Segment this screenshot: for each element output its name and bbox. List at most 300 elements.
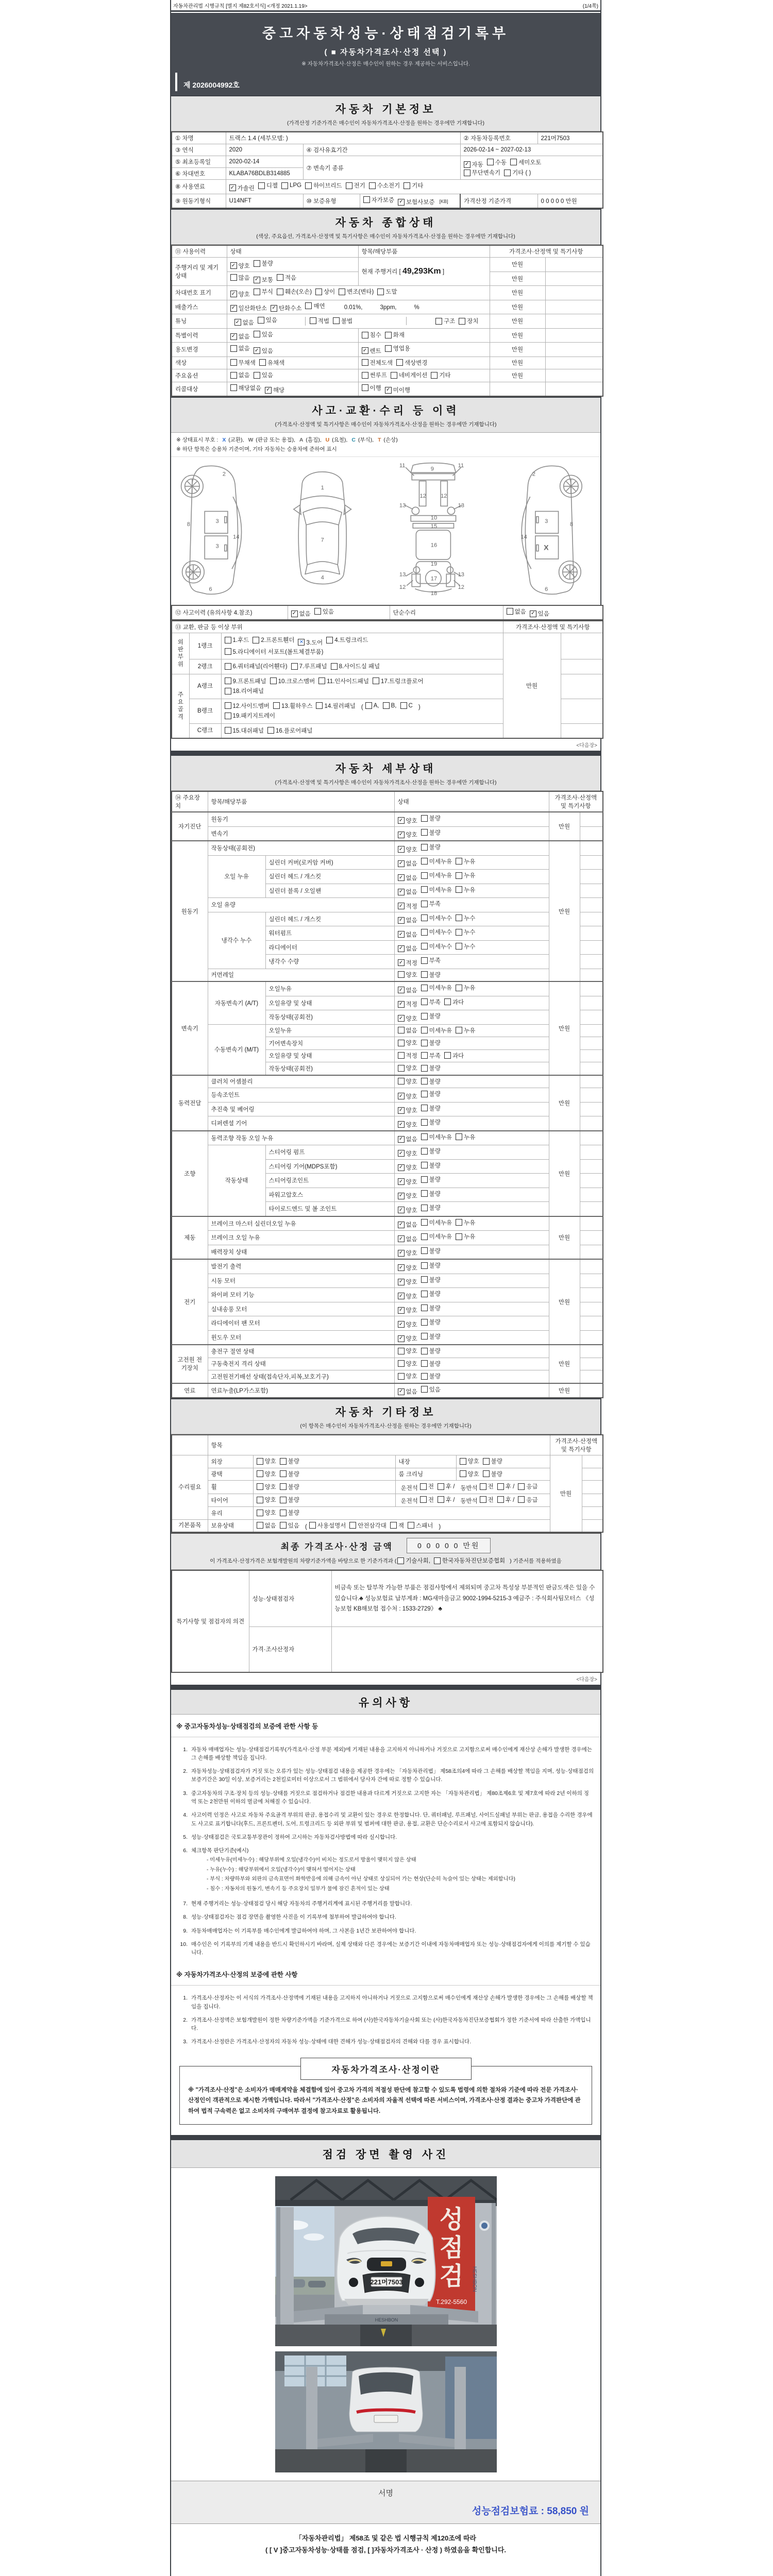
checkbox-미세누유[interactable] xyxy=(421,1026,452,1035)
checkbox-과다[interactable] xyxy=(444,1052,464,1060)
checkbox-누수[interactable] xyxy=(456,942,475,951)
checkbox-응급[interactable] xyxy=(518,1496,537,1504)
checkbox-없음[interactable] xyxy=(507,607,526,616)
checkbox-empty-icon xyxy=(309,1522,316,1529)
checkbox-불량[interactable] xyxy=(280,1483,299,1491)
checkbox-label: 사용설명서 xyxy=(317,1522,346,1529)
checkbox-label: 세미오토 xyxy=(518,159,542,166)
checkbox-empty-icon xyxy=(507,608,513,615)
checkbox-양호[interactable] xyxy=(398,1278,417,1286)
checkbox-양호[interactable] xyxy=(398,1334,417,1343)
checkbox-미세누유[interactable] xyxy=(421,1133,452,1141)
checkbox-안전삼각대[interactable] xyxy=(349,1521,386,1530)
checkbox-불량[interactable] xyxy=(254,259,273,267)
checkbox-B,[interactable] xyxy=(383,702,397,709)
checkbox-미세누유[interactable] xyxy=(421,886,452,894)
checkbox-양호[interactable] xyxy=(398,1121,417,1129)
checkbox-checked-icon: ✓ xyxy=(398,1307,405,1314)
blank-cell xyxy=(580,1116,603,1131)
checkbox-기술사회,[interactable] xyxy=(397,1556,430,1565)
checkbox-label: 부족 xyxy=(429,901,441,908)
checkbox-없음[interactable] xyxy=(398,916,417,924)
checkbox-label: 불량 xyxy=(288,1471,299,1478)
checkbox-7.루프패널[interactable] xyxy=(291,662,327,670)
checkbox-누유[interactable] xyxy=(456,871,475,879)
checkbox-미이행[interactable] xyxy=(385,386,410,394)
checkbox-장치[interactable] xyxy=(459,317,478,325)
checkbox-10.크로스멤버[interactable] xyxy=(270,677,315,685)
misc-band xyxy=(171,1398,600,1434)
checkbox-양호[interactable] xyxy=(230,262,250,270)
checkbox-양호[interactable] xyxy=(398,971,417,979)
checkbox-양호[interactable] xyxy=(398,1178,417,1186)
blank-cell xyxy=(580,940,603,955)
checkbox-부족[interactable] xyxy=(421,1052,441,1060)
notice-subitem: - 미세누유(미세누수) : 해당부위에 오일(냉각수)이 비치는 정도로서 방울이 맺히지 않은 상태 xyxy=(207,1857,416,1863)
checkbox-없음[interactable] xyxy=(398,986,417,994)
checkbox-불량[interactable] xyxy=(421,828,441,837)
checkbox-불량[interactable] xyxy=(421,1204,441,1212)
svg-text:19: 19 xyxy=(430,561,438,567)
checkbox-보험사보증[interactable] xyxy=(398,198,435,206)
checkbox-empty-icon xyxy=(421,971,428,978)
checkbox-렌트[interactable] xyxy=(362,347,381,355)
checkbox-구조[interactable] xyxy=(435,317,455,325)
checkbox-전기[interactable] xyxy=(346,181,365,190)
checkbox-없음[interactable] xyxy=(234,318,254,327)
state-cell xyxy=(394,1302,549,1316)
checkbox-불량[interactable] xyxy=(421,1147,441,1155)
accident-history-options xyxy=(288,605,390,620)
checkbox-있음[interactable] xyxy=(254,371,273,379)
checkbox-한국자동차진단보증협회[interactable] xyxy=(434,1556,505,1565)
table-cell xyxy=(221,674,503,699)
legend-symbol-C: C xyxy=(351,437,356,443)
notice-number: 3. xyxy=(183,1790,188,1797)
checkbox-불법[interactable] xyxy=(333,317,352,325)
detail-row xyxy=(172,855,603,870)
checkbox-미세누유[interactable] xyxy=(421,1218,452,1227)
checkbox-불량[interactable] xyxy=(280,1470,299,1478)
checkbox-없음[interactable] xyxy=(257,1521,276,1530)
state-cell xyxy=(394,1345,549,1358)
checkbox-empty-icon xyxy=(421,872,428,879)
checkbox-불량[interactable] xyxy=(280,1457,299,1465)
svg-text:1: 1 xyxy=(321,484,324,491)
svg-text:15: 15 xyxy=(430,523,438,530)
blank-cell xyxy=(580,981,603,996)
checkbox-없음[interactable] xyxy=(398,930,417,939)
checkbox-empty-icon xyxy=(280,1470,287,1477)
svg-text:18: 18 xyxy=(430,590,438,597)
checkbox-불량[interactable] xyxy=(421,1190,441,1198)
checkbox-누수[interactable] xyxy=(456,928,475,936)
checkbox-가솔린[interactable] xyxy=(229,184,255,192)
legend-meaning: (판금 또는 용접), xyxy=(254,437,295,443)
checkbox-세미오토[interactable] xyxy=(510,158,541,166)
checkbox-2.프론트휀더[interactable] xyxy=(253,636,294,644)
checkbox-없음[interactable] xyxy=(398,1387,417,1396)
checkbox-empty-icon xyxy=(398,1348,405,1354)
checkbox-기타[interactable] xyxy=(404,181,423,190)
checkbox-침수[interactable] xyxy=(362,331,381,339)
hd-cell: 항목/해당부품 xyxy=(208,791,394,812)
svg-text:2: 2 xyxy=(222,471,226,478)
checkbox-불량[interactable] xyxy=(421,1090,441,1098)
checkbox-전[interactable] xyxy=(420,1482,434,1490)
checkbox-empty-icon xyxy=(421,957,428,964)
checkbox-empty-icon xyxy=(421,1373,428,1380)
checkbox-양호[interactable] xyxy=(398,1163,417,1172)
checkbox-해당없음[interactable] xyxy=(230,384,261,392)
checkbox-label: 없음 xyxy=(406,1137,417,1143)
checkbox-없음[interactable] xyxy=(291,609,311,618)
checkbox-부족[interactable] xyxy=(421,956,441,964)
checkbox-A,[interactable] xyxy=(365,702,379,709)
checkbox-5.라디에이터-서포트(볼트체결부품)[interactable] xyxy=(225,648,324,656)
checkbox-없음[interactable] xyxy=(398,859,417,868)
checkbox-불량[interactable] xyxy=(421,1118,441,1126)
checkbox-empty-icon xyxy=(421,1304,428,1311)
checkbox-LPG[interactable] xyxy=(281,182,301,189)
checkbox-empty-icon xyxy=(254,260,260,267)
checkbox-미세누수[interactable] xyxy=(421,928,452,936)
state-cell xyxy=(394,1245,549,1259)
checkbox-양호[interactable] xyxy=(398,1106,417,1114)
checkbox-불량[interactable] xyxy=(421,1290,441,1298)
checkbox-누유[interactable] xyxy=(456,1133,475,1141)
checkbox-불량[interactable] xyxy=(421,814,441,822)
checkbox-누유[interactable] xyxy=(456,1232,475,1241)
checkbox-누유[interactable] xyxy=(456,1218,475,1227)
item-cell: 작동상태(공회전) xyxy=(265,1010,394,1025)
checkbox-양호[interactable] xyxy=(398,1372,417,1380)
checkbox-12.사이드멤버[interactable] xyxy=(225,702,270,710)
checkbox-보통[interactable] xyxy=(254,276,273,284)
checkbox-불량[interactable] xyxy=(421,1247,441,1255)
checkbox-불량[interactable] xyxy=(280,1496,299,1504)
checkbox-적정[interactable] xyxy=(398,902,417,910)
signature-label[interactable]: 서명 xyxy=(378,2488,393,2498)
checkbox-checked-icon: ✓ xyxy=(398,1164,405,1171)
notice-text: 가격조사·산정액은 보험개발원이 정한 차량기준가액을 기준가격으로 하여 (사)한국자동차기술사회 또는 (사)한국자동차진단보증협회가 정한 기준서에 따라 산출한 가액입니다. xyxy=(191,2016,591,2032)
checkbox-불량[interactable] xyxy=(483,1457,502,1465)
checkbox-없음[interactable] xyxy=(230,371,250,379)
checkbox-불량[interactable] xyxy=(421,1276,441,1284)
checkbox-탄화수소[interactable] xyxy=(271,304,301,312)
checkbox-없음[interactable] xyxy=(230,332,250,341)
checkbox-양호[interactable] xyxy=(398,1360,417,1368)
checkbox-불량[interactable] xyxy=(421,1332,441,1341)
checkbox-불량[interactable] xyxy=(421,1161,441,1170)
checkbox-있음[interactable] xyxy=(254,347,273,355)
checkbox-네비게이션[interactable] xyxy=(391,371,428,379)
checkbox-전[interactable] xyxy=(420,1496,434,1504)
checkbox-양호[interactable] xyxy=(257,1470,276,1478)
checkbox-양호[interactable] xyxy=(257,1509,276,1517)
checkbox-label: 양호 xyxy=(406,1293,417,1300)
checkbox-empty-icon xyxy=(504,170,511,176)
svg-text:8: 8 xyxy=(187,521,190,528)
checkbox-미세누유[interactable] xyxy=(421,871,452,879)
checkbox-전[interactable] xyxy=(480,1496,494,1504)
checkbox-기타-(-)[interactable] xyxy=(504,168,531,177)
checkbox-상이[interactable] xyxy=(315,287,335,296)
checkbox-불량[interactable] xyxy=(421,1347,441,1355)
checkbox-없음[interactable] xyxy=(398,944,417,953)
checkbox-있음[interactable] xyxy=(421,1385,441,1394)
checkbox-양호[interactable] xyxy=(398,1292,417,1300)
checkbox-누유[interactable] xyxy=(456,886,475,894)
checkbox-부식[interactable] xyxy=(254,287,273,296)
checkbox-양호[interactable] xyxy=(398,1249,417,1257)
car-damage-diagram xyxy=(171,457,600,605)
state-cell xyxy=(394,1316,549,1331)
checkbox-label: 미세누수 xyxy=(429,915,452,922)
checkbox-label: 양호 xyxy=(406,1250,417,1257)
checkbox-스패너[interactable] xyxy=(408,1521,433,1530)
checkbox-label: 부족 xyxy=(429,1053,441,1059)
state-cell xyxy=(394,1037,549,1050)
checkbox-후-/[interactable] xyxy=(438,1482,455,1490)
checkbox-13.휠하우스[interactable] xyxy=(273,702,312,710)
checkbox-불량[interactable] xyxy=(421,1372,441,1380)
rank-line xyxy=(225,677,500,686)
checkbox-없음[interactable] xyxy=(398,1221,417,1229)
checkbox-label: 미세누유 xyxy=(429,858,452,865)
checkbox-양호[interactable] xyxy=(398,1192,417,1200)
checkbox-양호[interactable] xyxy=(398,1092,417,1100)
comprehensive-row xyxy=(172,328,603,343)
checkbox-전체도색[interactable] xyxy=(362,359,393,367)
checkbox-하이브리드[interactable] xyxy=(305,181,342,190)
checkbox-empty-icon xyxy=(421,1276,428,1283)
checkbox-적정[interactable] xyxy=(398,1052,417,1060)
checkbox-불량[interactable] xyxy=(421,1104,441,1112)
state-symbol-legend xyxy=(171,433,600,457)
checkbox-해당[interactable] xyxy=(265,386,284,394)
checkbox-없음[interactable] xyxy=(398,1135,417,1143)
checkbox-1.후드[interactable] xyxy=(225,636,249,644)
checkbox-14.필러패널[interactable] xyxy=(316,702,355,710)
checkbox-empty-icon xyxy=(225,713,231,719)
checkbox-양호[interactable] xyxy=(460,1470,479,1478)
checkbox-양호[interactable] xyxy=(398,1264,417,1272)
checkbox-양호[interactable] xyxy=(398,845,417,854)
checkbox-자가보증[interactable] xyxy=(363,196,394,204)
checkbox-전[interactable] xyxy=(480,1482,494,1490)
checkbox-empty-icon xyxy=(230,345,237,352)
checkbox-있음[interactable] xyxy=(254,330,273,338)
checkbox-label: 2.프론트휀더 xyxy=(261,637,295,644)
checkbox-누유[interactable] xyxy=(456,857,475,866)
checkbox-checked-icon: ✓ xyxy=(398,874,405,881)
checkbox-양호[interactable] xyxy=(257,1457,276,1465)
checkbox-불량[interactable] xyxy=(421,1077,441,1086)
state-cell xyxy=(394,996,549,1010)
form-reference-note xyxy=(171,0,600,10)
checkbox-label: LPG xyxy=(290,182,302,189)
checkbox-label: 이행 xyxy=(369,385,381,392)
checkbox-17.트렁크플로어[interactable] xyxy=(373,677,424,685)
checkbox-16.플로어패널[interactable] xyxy=(267,726,313,735)
checkbox-4.트렁크리드[interactable] xyxy=(326,636,368,644)
option-text: ) xyxy=(439,1524,441,1531)
checkbox-불량[interactable] xyxy=(421,1318,441,1326)
checkbox-label: 양호 xyxy=(238,291,250,298)
checkbox-미세누유[interactable] xyxy=(421,857,452,866)
checkbox-미세누유[interactable] xyxy=(421,984,452,992)
checkbox-양호[interactable] xyxy=(230,290,250,298)
checkbox-양호[interactable] xyxy=(460,1457,479,1465)
checkbox-label: 있음 xyxy=(261,331,273,338)
checkbox-없음[interactable] xyxy=(398,1235,417,1243)
checkbox-사용설명서[interactable] xyxy=(309,1521,346,1530)
checkbox-label: 전 xyxy=(488,1497,494,1503)
checkbox-화재[interactable] xyxy=(385,331,405,339)
checkbox-영업용[interactable] xyxy=(385,344,410,352)
checkbox-미세누수[interactable] xyxy=(421,914,452,922)
checkbox-양호[interactable] xyxy=(398,1320,417,1329)
checkbox-이행[interactable] xyxy=(362,384,381,392)
checkbox-불량[interactable] xyxy=(421,971,441,979)
checkbox-무채색[interactable] xyxy=(230,359,256,367)
checkbox-불량[interactable] xyxy=(280,1509,299,1517)
checkbox-15.대쉬패널[interactable] xyxy=(225,726,264,735)
checkbox-매연[interactable] xyxy=(305,302,325,310)
checkbox-label: 적법 xyxy=(317,318,329,325)
form-note-text: 자동차관리법 시행규칙 [별지 제82호서식] <개정 2021.1.19> xyxy=(173,4,308,9)
checkbox-6.쿼터패널(리어휀다)[interactable] xyxy=(225,662,288,670)
state-cell xyxy=(394,1088,549,1103)
checkbox-없음[interactable] xyxy=(230,344,250,352)
checkbox-훼손(오손)[interactable] xyxy=(277,287,312,296)
checkbox-양호[interactable] xyxy=(398,831,417,839)
checkbox-양호[interactable] xyxy=(398,1306,417,1314)
checkbox-없음[interactable] xyxy=(398,888,417,896)
checkbox-empty-icon xyxy=(421,1348,428,1354)
checkbox-적법[interactable] xyxy=(310,317,329,325)
checkbox-불량[interactable] xyxy=(421,1012,441,1020)
checkbox-수동[interactable] xyxy=(487,158,507,166)
checkbox-누유[interactable] xyxy=(456,1026,475,1035)
checkbox-변조(변타)[interactable] xyxy=(339,287,374,296)
checkbox-색상변경[interactable] xyxy=(396,359,427,367)
checkbox-empty-icon xyxy=(362,332,368,338)
checkbox-양호[interactable] xyxy=(398,1064,417,1072)
comprehensive-band xyxy=(171,209,600,245)
lab-cell: 주행거리 및 계기상태 xyxy=(172,258,227,286)
checkbox-불량[interactable] xyxy=(421,1304,441,1312)
checkbox-있음[interactable] xyxy=(530,609,549,618)
checkbox-양호[interactable] xyxy=(398,817,417,825)
checkbox-없음[interactable] xyxy=(398,1026,417,1035)
checkbox-수소전기[interactable] xyxy=(369,181,400,190)
option-text: ( xyxy=(361,704,363,711)
checkbox-적음[interactable] xyxy=(277,274,296,282)
checkbox-9.프론트패널[interactable] xyxy=(225,677,266,685)
item-cell: 실린더 헤드 / 개스킷 xyxy=(265,912,394,926)
checkbox-8.사이드실-패널[interactable] xyxy=(331,662,380,670)
checkbox-후-/[interactable] xyxy=(438,1496,455,1504)
checkbox-불량[interactable] xyxy=(421,1039,441,1047)
checkbox-미세누수[interactable] xyxy=(421,942,452,951)
checkbox-불량[interactable] xyxy=(421,1261,441,1269)
checkbox-일산화탄소[interactable] xyxy=(230,304,267,312)
checkbox-양호[interactable] xyxy=(398,1347,417,1355)
checkbox-불량[interactable] xyxy=(421,1064,441,1072)
checkbox-3.도어[interactable] xyxy=(298,638,323,647)
checkbox-checked-icon: ✓ xyxy=(229,184,236,191)
price-cell xyxy=(490,382,545,396)
checkbox-있음[interactable] xyxy=(258,316,277,324)
checkbox-양호[interactable] xyxy=(398,1149,417,1158)
checkbox-있음[interactable] xyxy=(280,1521,299,1530)
checkbox-후-/[interactable] xyxy=(497,1482,515,1490)
checkbox-11.인사이드패널[interactable] xyxy=(318,677,369,685)
checkbox-양호[interactable] xyxy=(257,1496,276,1504)
checkbox-label: 자동 xyxy=(472,162,483,168)
checkbox-불량[interactable] xyxy=(421,1360,441,1368)
checkbox-불량[interactable] xyxy=(421,843,441,851)
checkbox-부족[interactable] xyxy=(421,998,441,1006)
checkbox-응급[interactable] xyxy=(518,1482,537,1490)
checkbox-양호[interactable] xyxy=(398,1014,417,1023)
checkbox-18.리어패널[interactable] xyxy=(225,687,264,695)
checkbox-적정[interactable] xyxy=(398,1000,417,1008)
checkbox-label: 없음 xyxy=(406,875,417,882)
checkbox-부족[interactable] xyxy=(421,900,441,908)
checkbox-기타[interactable] xyxy=(431,371,450,379)
checkbox-불량[interactable] xyxy=(421,1175,441,1183)
checkbox-적정[interactable] xyxy=(398,959,417,967)
checkbox-무단변속기[interactable] xyxy=(464,168,501,177)
checkbox-있음[interactable] xyxy=(314,607,334,616)
checkbox-C[interactable] xyxy=(400,702,413,709)
checkbox-양호[interactable] xyxy=(398,1039,417,1047)
checkbox-과다[interactable] xyxy=(444,998,464,1006)
checkbox-썬루프[interactable] xyxy=(362,371,387,379)
checkbox-label: 불량 xyxy=(491,1459,502,1465)
checkbox-자동[interactable] xyxy=(464,160,483,168)
checkbox-도말[interactable] xyxy=(377,287,397,296)
checkbox-누유[interactable] xyxy=(456,984,475,992)
checkbox-양호[interactable] xyxy=(398,1206,417,1214)
checkbox-후-/[interactable] xyxy=(497,1496,515,1504)
document-title: 중고자동차성능·상태점검기록부 xyxy=(262,26,510,41)
checkbox-많음[interactable] xyxy=(230,274,250,282)
checkbox-유채색[interactable] xyxy=(259,359,284,367)
checkbox-불량[interactable] xyxy=(483,1470,502,1478)
checkbox-label: 불량 xyxy=(429,1148,441,1155)
checkbox-없음[interactable] xyxy=(398,874,417,882)
state-cell xyxy=(394,1358,549,1370)
checkbox-잭[interactable] xyxy=(390,1521,404,1530)
checkbox-양호[interactable] xyxy=(398,1077,417,1086)
blank-cell xyxy=(580,1102,603,1116)
checkbox-양호[interactable] xyxy=(257,1483,276,1491)
checkbox-미세누유[interactable] xyxy=(421,1232,452,1241)
checkbox-디젤[interactable] xyxy=(258,181,278,190)
checkbox-19.패키지트레이[interactable] xyxy=(225,711,276,720)
rank-line xyxy=(225,662,500,671)
price-cell: 만원 xyxy=(549,1259,580,1345)
detail-row xyxy=(172,841,603,855)
blank-cell xyxy=(580,1174,603,1188)
checkbox-누수[interactable] xyxy=(456,914,475,922)
checkbox-empty-icon xyxy=(331,663,338,670)
checkbox-label: 누유 xyxy=(464,1134,476,1141)
